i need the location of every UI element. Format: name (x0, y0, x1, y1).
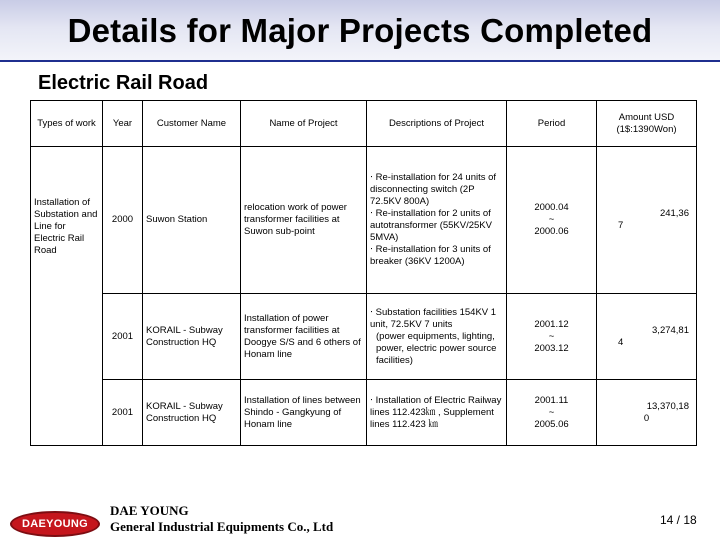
project-cell: relocation work of power transformer facilities at Suwon sub-point (241, 147, 367, 294)
description-cell (367, 294, 507, 380)
company-name-line1: DAE YOUNG (110, 503, 189, 518)
table-header-row (31, 101, 697, 147)
header-customer: Customer Name (143, 101, 241, 147)
customer-cell: KORAIL - Subway Construction HQ (143, 380, 241, 446)
customer-cell: Suwon Station (143, 147, 241, 294)
description-line: ‧ Re-installation for 3 units of breaker (36KV 1200A) (370, 244, 491, 267)
section-subtitle: Electric Rail Road (38, 72, 209, 94)
title-divider (0, 60, 720, 62)
amount-value-tail: 0 (643, 412, 650, 424)
period-separator: ~ (548, 406, 555, 418)
period-start: 2001.11 (534, 394, 569, 406)
page-title: Details for Major Projects Completed (67, 12, 653, 49)
amount-cell (597, 380, 697, 446)
table-row (31, 147, 697, 294)
description-line: (power equipments, lighting, power, electric power source facilities) (376, 330, 497, 366)
description-line: ‧ Re-installation for 2 units of autotransformer (55KV/25KV 5MVA) (370, 208, 492, 243)
period-end: 2003.12 (534, 342, 569, 354)
header-amount: Amount USD (1$:1390Won) (597, 101, 697, 147)
description-cell (367, 380, 507, 446)
period-start: 2001.12 (534, 318, 569, 330)
description-cell (367, 147, 507, 294)
description-line: ‧ Re-installation for 24 units of disconnecting switch (2P 72.5KV 800A) (370, 172, 497, 207)
period-start: 2000.04 (534, 202, 569, 213)
table-row (31, 380, 697, 446)
company-logo: DAEYOUNG (10, 511, 100, 537)
page-number: 14 / 18 (660, 513, 697, 527)
table-row (31, 294, 697, 380)
company-name (110, 503, 333, 535)
header-description: Descriptions of Project (367, 101, 507, 147)
header-types: Types of work (31, 101, 103, 147)
header-project: Name of Project (241, 101, 367, 147)
amount-value-tail: 7 (618, 220, 624, 231)
amount-value: 241,36 (659, 208, 689, 219)
project-cell: Installation of power transformer facilities at Doogye S/S and 6 others of Honam line (241, 294, 367, 380)
projects-table (30, 100, 697, 446)
company-name-line2: General Industrial Equipments Co., Ltd (110, 519, 334, 534)
amount-value: 3,274,81 (652, 324, 689, 336)
period-separator: ~ (548, 330, 555, 342)
amount-cell (597, 147, 697, 294)
year-cell: 2000 (103, 147, 143, 294)
description-line: ‧ Installation of Electric Railway lines 112.423㎞ , Supplement lines 112.423 ㎞ (370, 394, 502, 430)
amount-cell (597, 294, 697, 380)
header-year: Year (103, 101, 143, 147)
description-line: ‧ Substation facilities 154KV 1 unit, 72.5KV 7 units (370, 306, 497, 330)
period-separator: ~ (548, 214, 555, 225)
customer-cell: KORAIL - Subway Construction HQ (143, 294, 241, 380)
project-cell: Installation of lines between Shindo - Gangkyung of Honam line (241, 380, 367, 446)
header-period: Period (507, 101, 597, 147)
period-end: 2005.06 (534, 418, 569, 430)
type-of-work-text: Installation of Substation and Line for Electric Rail Road (34, 197, 98, 256)
period-cell (507, 147, 597, 294)
amount-value: 13,370,18 (646, 400, 689, 412)
amount-value-tail: 4 (618, 336, 624, 348)
period-end: 2000.06 (534, 226, 569, 237)
year-cell: 2001 (103, 294, 143, 380)
type-of-work-cell (31, 147, 103, 446)
period-cell (507, 380, 597, 446)
period-cell (507, 294, 597, 380)
year-cell: 2001 (103, 380, 143, 446)
